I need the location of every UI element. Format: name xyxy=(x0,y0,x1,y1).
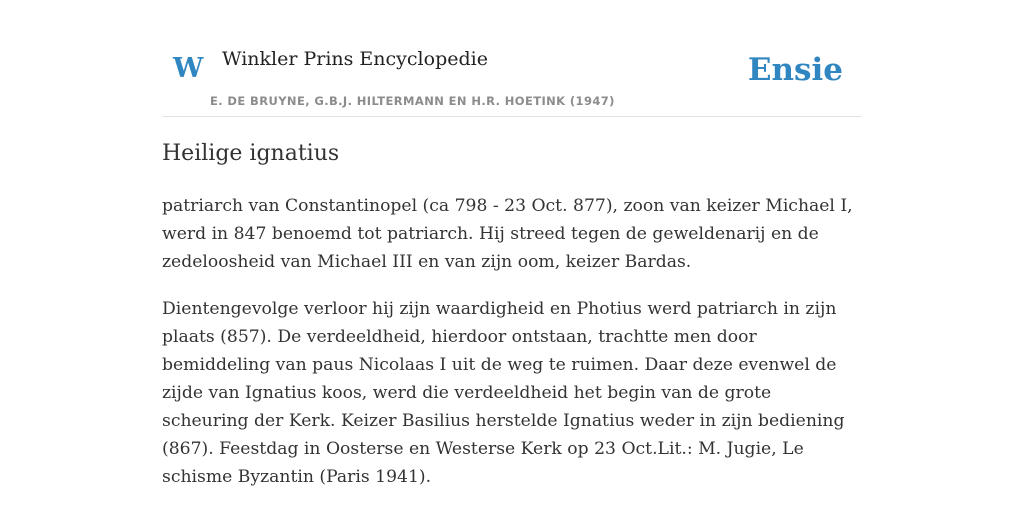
publication-title[interactable]: Winkler Prins Encyclopedie xyxy=(222,48,488,70)
winkler-prins-logo[interactable]: W xyxy=(173,53,204,84)
entry-title: Heilige ignatius xyxy=(162,141,340,166)
publication-authors: E. DE BRUYNE, G.B.J. HILTERMANN EN H.R. HOETINK (1947) xyxy=(210,94,615,108)
entry-body xyxy=(162,192,862,510)
entry-paragraph: Dientengevolge verloor hij zijn waardigheid en Photius werd patriarch in zijn plaats (857). De verdeeldheid, hierdoor ontstaan, trachtte men door bemiddeling van paus Nicolaas I uit de weg te ruimen. Daar deze evenwel de zijde van Ignatius koos, werd die verdeeldheid het begin van de grote scheuring der Kerk. Keizer Basilius herstelde Ignatius weder in zijn bediening (867). Feestdag in Oosterse en Westerse Kerk op 23 Oct.Lit.: M. Jugie, Le schisme Byzantin (Paris 1941). xyxy=(162,299,845,487)
ensie-logo[interactable]: Ensie xyxy=(747,52,843,88)
entry-paragraph: patriarch van Constantinopel (ca 798 - 23 Oct. 877), zoon van keizer Michael I, werd in 847 benoemd tot patriarch. Hij streed tegen de geweldenarij en de zedeloosheid van Michael III en van zijn oom, keizer Bardas. xyxy=(162,196,853,272)
page-header xyxy=(162,0,862,117)
